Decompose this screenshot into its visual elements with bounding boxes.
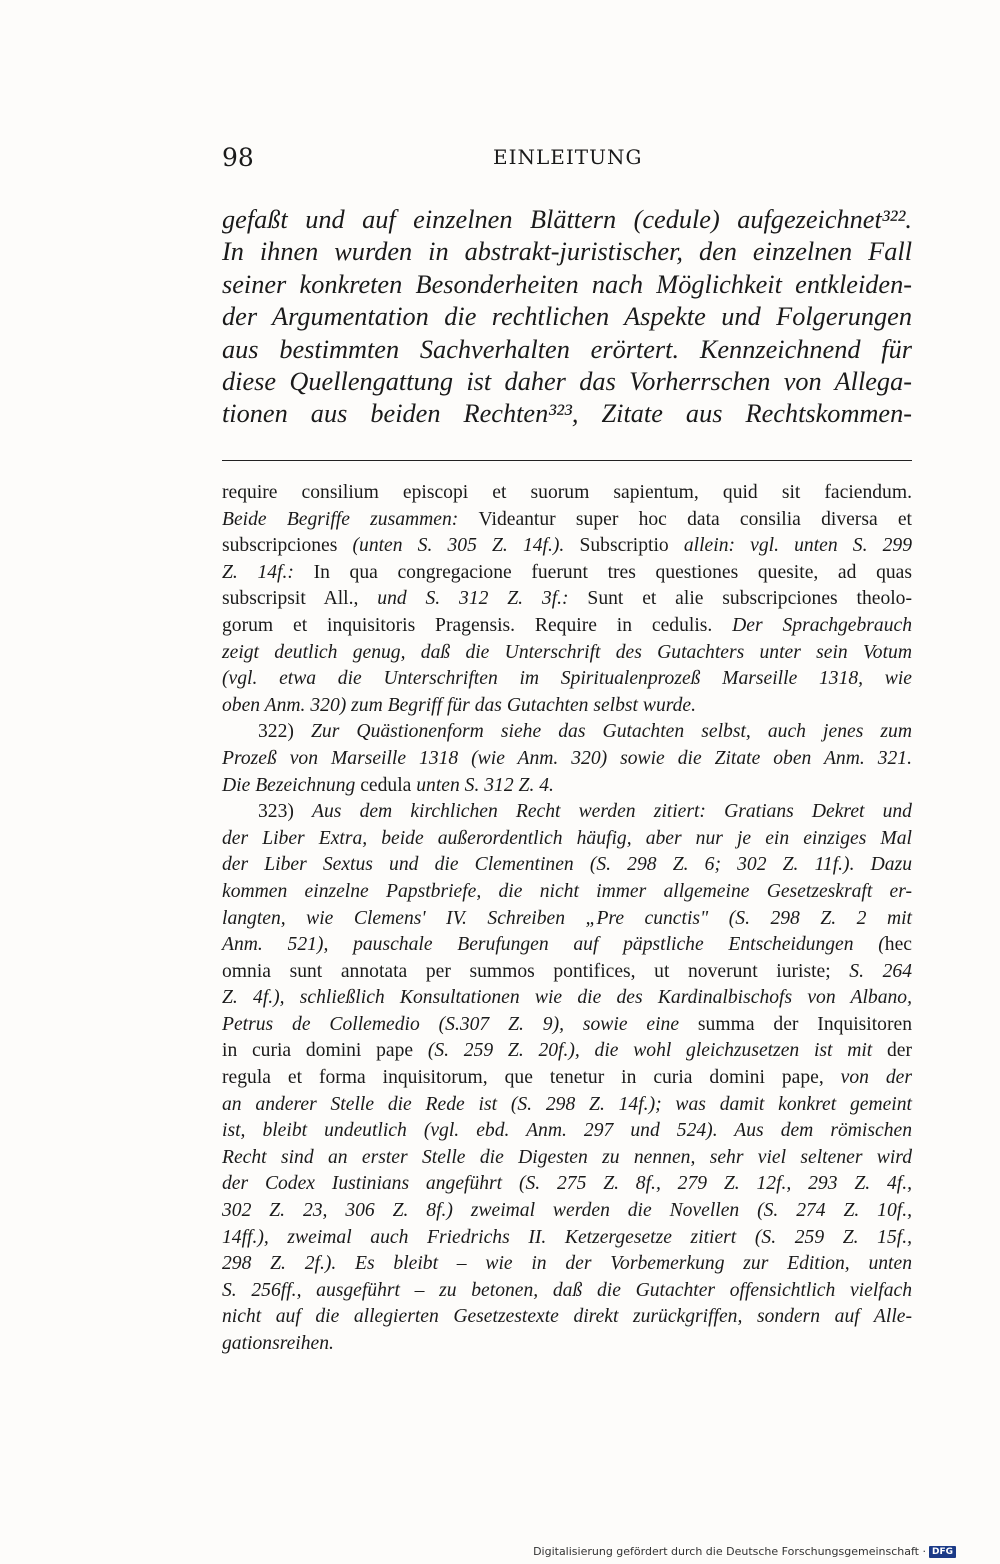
- footnote-segment: summa der Inquisitoren: [697, 1013, 912, 1035]
- footnote-line: [222, 1225, 912, 1252]
- footnote-line: [222, 507, 912, 534]
- footnote-segment: hec: [884, 934, 912, 956]
- footnote-segment: in curia domini pape: [222, 1040, 428, 1062]
- footnote-segment: Anm. 521), pauschale Berufungen auf päpstliche Entscheidungen (: [222, 934, 885, 956]
- footnote-line: [222, 799, 912, 826]
- footnote-line: [222, 1331, 912, 1358]
- footnote-segment: zeigt deutlich genug, daß die Unterschrift des Gutachters unter sein Votum: [222, 641, 912, 663]
- footnote-segment: langten, wie Clemens' IV. Schreiben „Pre cunctis" (S. 298 Z. 2 mit: [222, 907, 912, 929]
- footnote-line: [222, 826, 912, 853]
- footnote-segment: Die Bezeichnung: [222, 774, 361, 796]
- footnote-segment: S. 256ff., ausgeführt – zu betonen, daß die Gutachter offensichtlich vielfach: [222, 1279, 912, 1301]
- footnote-segment: nicht auf die allegierten Gesetzestexte direkt zurückgriffen, sondern auf Alle-: [222, 1306, 912, 1328]
- footnote-segment: 14ff.), zweimal auch Friedrichs II. Ketzergesetze zitiert (S. 259 Z. 15f.,: [222, 1226, 912, 1248]
- footnote-line: [222, 693, 912, 720]
- footnote-line: [222, 640, 912, 667]
- footnote-segment: subscripsit All.,: [222, 588, 378, 610]
- footnote-line: [222, 560, 912, 587]
- footnote-segment: Z. 4f.), schließlich Konsultationen wie die des Kardinalbischofs von Albano,: [222, 987, 912, 1009]
- footnote-segment: der Liber Sextus und die Clementinen (S. 298 Z. 6; 302 Z. 11f.). Dazu: [222, 854, 912, 876]
- footnote-segment: regula et forma inquisitorum, que tenetur in curia domini pape,: [222, 1067, 841, 1089]
- main-text-line: seiner konkreten Besonderheiten nach Möglichkeit entkleiden-: [222, 269, 912, 299]
- footnote-segment: Subscriptio: [579, 535, 684, 557]
- footnote-line: [222, 985, 912, 1012]
- footnote-line: [222, 1012, 912, 1039]
- footnote-segment: gationsreihen.: [222, 1333, 334, 1354]
- footnote-line: [222, 1304, 912, 1331]
- footnote-segment: cedula: [360, 774, 417, 796]
- footnote-segment: 322): [258, 721, 312, 743]
- footnote-line: [222, 1171, 912, 1198]
- footnote-segment: ist, bleibt undeutlich (vgl. ebd. Anm. 297 und 524). Aus dem römischen: [222, 1120, 912, 1142]
- footnote-line: [222, 719, 912, 746]
- footnote-segment: gorum et inquisitoris Pragensis. Require in cedulis.: [222, 614, 733, 636]
- footnote-line: [222, 932, 912, 959]
- footnote-segment: Z. 14f.:: [222, 561, 314, 583]
- footnote-line: [222, 879, 912, 906]
- footnote: [222, 719, 912, 799]
- footnote-line: [222, 746, 912, 773]
- main-text-line: aus bestimmten Sachverhalten erörtert. Kennzeichnend für: [222, 334, 912, 364]
- main-text-line: tionen aus beiden Rechten³²³, Zitate aus Rechtskommen-: [222, 399, 912, 429]
- footnote-line: [222, 666, 912, 693]
- footnote-segment: require consilium episcopi et suorum sapientum, quid sit faciendum.: [222, 482, 912, 503]
- footnote-segment: 298 Z. 2f.). Es bleibt – wie in der Vorbemerkung zur Edition, unten: [222, 1253, 912, 1275]
- footnote-segment: (unten S. 305 Z. 14f.).: [352, 535, 580, 557]
- footnote-segment: omnia sunt annotata per summos pontifices, ut noverunt iuriste;: [222, 960, 850, 982]
- footnote-segment: Prozeß von Marseille 1318 (wie Anm. 320) sowie die Zitate oben Anm. 321.: [222, 747, 912, 769]
- main-text-line: gefaßt und auf einzelnen Blättern (cedule) aufgezeichnet³²².: [222, 205, 912, 234]
- footnote-segment: (vgl. etwa die Unterschriften im Spiritualenprozeß Marseille 1318, wie: [222, 668, 912, 690]
- footnote-segment: subscripciones: [222, 535, 353, 557]
- footnote-line: [222, 533, 912, 560]
- main-text-line: der Argumentation die rechtlichen Aspekte und Folgerungen: [222, 302, 912, 332]
- dfg-logo: DFG: [929, 1546, 956, 1558]
- footnote-line: [222, 1038, 912, 1065]
- footnote-line: [222, 480, 912, 507]
- footnote-line: [222, 613, 912, 640]
- footnote-segment: an anderer Stelle die Rede ist (S. 298 Z. 14f.); was damit konkret gemeint: [222, 1093, 912, 1115]
- footnote-segment: der: [886, 1040, 912, 1062]
- main-text-line: In ihnen wurden in abstrakt-juristischer, den einzelnen Fall: [222, 237, 912, 267]
- footnote-segment: S. 264: [849, 960, 912, 982]
- footnote-segment: Videantur super hoc data consilia diversa et: [478, 508, 913, 530]
- footnote-separator: [222, 460, 912, 461]
- footnote-segment: allein: vgl. unten S. 299: [683, 535, 912, 557]
- footnote-line: [222, 1145, 912, 1172]
- footnote-segment: unten S. 312 Z. 4.: [416, 774, 554, 796]
- footnote-line: [222, 586, 912, 613]
- credit-text: Digitalisierung gefördert durch die Deutsche Forschungsgemeinschaft ·: [533, 1545, 926, 1558]
- digitization-credit: [533, 1545, 956, 1558]
- footnote-line: [222, 1198, 912, 1225]
- footnote-segment: und S. 312 Z. 3f.:: [377, 588, 588, 610]
- footnote-segment: Sunt et alie subscripciones theolo-: [587, 588, 913, 610]
- footnote-segment: Der Sprachgebrauch: [732, 614, 912, 636]
- footnote-line: [222, 773, 912, 800]
- footnotes: [222, 480, 912, 1358]
- footnote-segment: 323): [258, 801, 313, 823]
- footnote-segment: der Liber Extra, beide außerordentlich häufig, aber nur je ein einziges Mal: [222, 827, 912, 849]
- footnote-segment: Recht sind an erster Stelle die Digesten zu nennen, sehr viel seltener wird: [222, 1146, 912, 1168]
- footnote-segment: Aus dem kirchlichen Recht werden zitiert: Gratians Dekret und: [312, 801, 912, 823]
- running-head: EINLEITUNG: [493, 145, 643, 169]
- footnote-line: [222, 1278, 912, 1305]
- footnote-segment: 302 Z. 23, 306 Z. 8f.) zweimal werden die Novellen (S. 274 Z. 10f.,: [222, 1200, 912, 1222]
- footnote-segment: der Codex Iustinians angeführt (S. 275 Z. 8f., 279 Z. 12f., 293 Z. 4f.,: [222, 1173, 912, 1195]
- footnote-segment: kommen einzelne Papstbriefe, die nicht immer allgemeine Gesetzeskraft er-: [222, 880, 912, 902]
- footnote-line: [222, 959, 912, 986]
- footnote-line: [222, 1118, 912, 1145]
- page-number: 98: [222, 143, 254, 172]
- footnote-line: [222, 906, 912, 933]
- main-text: [222, 204, 912, 431]
- footnote-line: [222, 852, 912, 879]
- footnote-segment: Beide Begriffe zusammen:: [222, 508, 479, 530]
- footnote-line: [222, 1251, 912, 1278]
- footnote-segment: (S. 259 Z. 20f.), die wohl gleichzusetzen ist mit: [427, 1040, 887, 1062]
- footnote-line: [222, 1092, 912, 1119]
- footnote-segment: von der: [840, 1067, 912, 1089]
- footnote-line: [222, 1065, 912, 1092]
- footnote: [222, 480, 912, 719]
- footnote: [222, 799, 912, 1357]
- footnote-segment: oben Anm. 320) zum Begriff für das Gutachten selbst wurde.: [222, 694, 697, 716]
- footnote-segment: Zur Quästionenform siehe das Gutachten selbst, auch jenes zum: [311, 721, 912, 743]
- footnote-segment: Petrus de Collemedio (S.307 Z. 9), sowie eine: [222, 1013, 698, 1035]
- footnote-segment: In qua congregacione fuerunt tres questiones quesite, ad quas: [313, 561, 912, 583]
- main-text-line: diese Quellengattung ist daher das Vorherrschen von Allega-: [222, 367, 912, 397]
